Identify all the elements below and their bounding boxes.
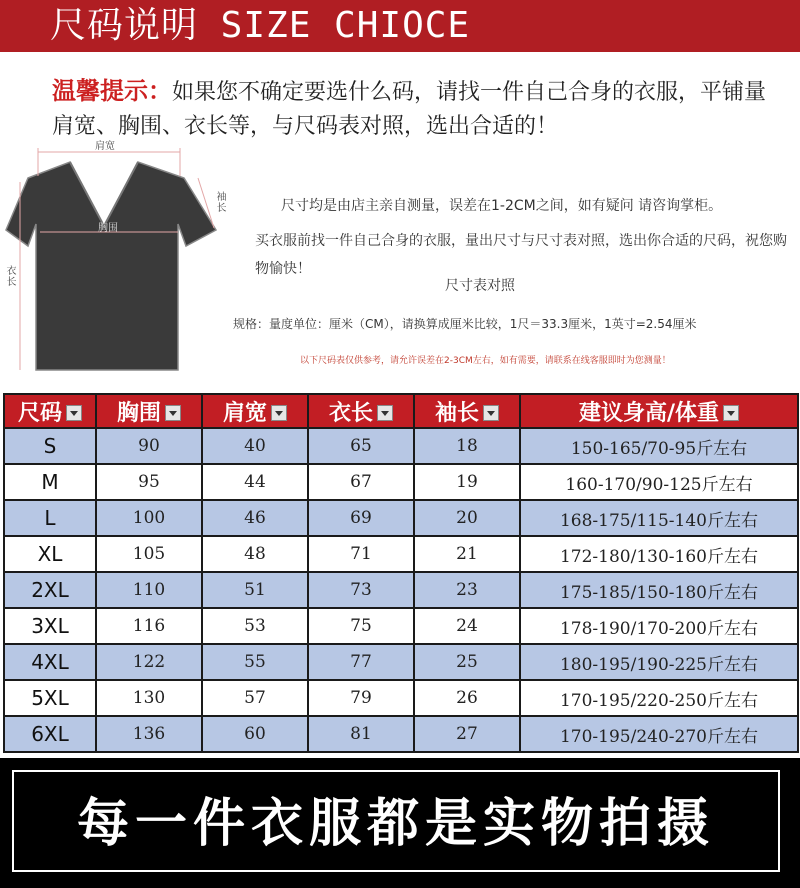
table-row <box>4 428 798 464</box>
chest-cell: 90 <box>96 428 202 464</box>
recommend-cell: 160-170/90-125斤左右 <box>520 464 798 500</box>
table-row <box>4 572 798 608</box>
chest-cell: 95 <box>96 464 202 500</box>
shoulder-cell: 48 <box>202 536 308 572</box>
table-row <box>4 464 798 500</box>
sleeve-cell: 20 <box>414 500 520 536</box>
length-cell: 75 <box>308 608 414 644</box>
shoulder-cell: 44 <box>202 464 308 500</box>
chest-cell: 136 <box>96 716 202 752</box>
dropdown-arrow-icon[interactable] <box>271 405 287 421</box>
note-line-1: 尺寸均是由店主亲自测量，误差在1-2CM之间，如有疑问 请咨询掌柜。 <box>281 198 723 214</box>
recommend-cell: 150-165/70-95斤左右 <box>520 428 798 464</box>
table-header-row <box>4 394 798 428</box>
chest-cell: 105 <box>96 536 202 572</box>
shoulder-label: 肩宽 <box>95 141 115 152</box>
chest-cell: 110 <box>96 572 202 608</box>
table-row <box>4 536 798 572</box>
top-banner <box>0 0 800 52</box>
recommend-cell: 170-195/220-250斤左右 <box>520 680 798 716</box>
size-cell: 2XL <box>4 572 96 608</box>
header-cell-chest[interactable]: 胸围 <box>96 394 202 428</box>
size-cell: L <box>4 500 96 536</box>
length-cell: 65 <box>308 428 414 464</box>
chest-cell: 130 <box>96 680 202 716</box>
size-cell: 5XL <box>4 680 96 716</box>
header-cell-shoulder[interactable]: 肩宽 <box>202 394 308 428</box>
size-cell: XL <box>4 536 96 572</box>
table-row <box>4 500 798 536</box>
dropdown-arrow-icon[interactable] <box>377 405 393 421</box>
recommend-cell: 170-195/240-270斤左右 <box>520 716 798 752</box>
length-cell: 77 <box>308 644 414 680</box>
chest-cell: 100 <box>96 500 202 536</box>
length-cell: 73 <box>308 572 414 608</box>
unit-note: 规格：量度单位：厘米（CM），请换算成厘米比较，1尺＝33.3厘米，1英寸=2.54厘米 <box>233 317 697 331</box>
recommend-cell: 172-180/130-160斤左右 <box>520 536 798 572</box>
sleeve-cell: 18 <box>414 428 520 464</box>
chest-cell: 116 <box>96 608 202 644</box>
chart-title: 尺寸表对照 <box>445 278 515 294</box>
table-row <box>4 608 798 644</box>
shoulder-cell: 53 <box>202 608 308 644</box>
disclaimer: 以下尺码表仅供参考，请允许误差在2-3CM左右，如有需要，请联系在线客服即时为您测量！ <box>300 356 671 366</box>
dropdown-arrow-icon[interactable] <box>165 405 181 421</box>
header-cell-recommend[interactable]: 建议身高/体重 <box>520 394 798 428</box>
recommend-cell: 175-185/150-180斤左右 <box>520 572 798 608</box>
tshirt-icon <box>0 138 240 383</box>
table-row <box>4 680 798 716</box>
note-line-2: 买衣服前找一件自己合身的衣服，量出尺寸与尺寸表对照，选出你合适的尺码，祝您购物愉快！ <box>255 233 787 277</box>
recommend-cell: 180-195/190-225斤左右 <box>520 644 798 680</box>
slogan-frame <box>12 770 780 872</box>
size-cell: 3XL <box>4 608 96 644</box>
tip-text: 如果您不确定要选什么码，请找一件自己合身的衣服，平铺量肩宽、胸围、衣长等，与尺码表对照，选出合适的！ <box>52 80 767 139</box>
size-table <box>3 393 799 753</box>
shoulder-cell: 55 <box>202 644 308 680</box>
dropdown-arrow-icon[interactable] <box>723 405 739 421</box>
sleeve-cell: 19 <box>414 464 520 500</box>
measurement-diagram <box>0 138 240 383</box>
shoulder-cell: 57 <box>202 680 308 716</box>
length-cell: 79 <box>308 680 414 716</box>
table-row <box>4 644 798 680</box>
sleeve-cell: 27 <box>414 716 520 752</box>
shoulder-cell: 60 <box>202 716 308 752</box>
length-cell: 81 <box>308 716 414 752</box>
recommend-cell: 178-190/170-200斤左右 <box>520 608 798 644</box>
length-label: 衣长 <box>6 266 17 288</box>
length-cell: 71 <box>308 536 414 572</box>
sleeve-label: 袖长 <box>216 192 227 214</box>
table-row <box>4 716 798 752</box>
slogan-text: 每一件衣服都是实物拍摄 <box>76 794 715 854</box>
header-cell-size[interactable]: 尺码 <box>4 394 96 428</box>
size-cell: M <box>4 464 96 500</box>
length-cell: 67 <box>308 464 414 500</box>
dropdown-arrow-icon[interactable] <box>483 405 499 421</box>
shoulder-cell: 51 <box>202 572 308 608</box>
sleeve-cell: 23 <box>414 572 520 608</box>
sleeve-cell: 25 <box>414 644 520 680</box>
page-title: 尺码说明 SIZE CHIOCE <box>50 5 471 46</box>
sleeve-cell: 24 <box>414 608 520 644</box>
tip-block <box>52 74 772 144</box>
shoulder-cell: 46 <box>202 500 308 536</box>
header-cell-length[interactable]: 衣长 <box>308 394 414 428</box>
chest-label: 胸围 <box>98 223 118 234</box>
header-cell-sleeve[interactable]: 袖长 <box>414 394 520 428</box>
sleeve-cell: 26 <box>414 680 520 716</box>
sleeve-cell: 21 <box>414 536 520 572</box>
size-cell: 6XL <box>4 716 96 752</box>
recommend-cell: 168-175/115-140斤左右 <box>520 500 798 536</box>
chest-cell: 122 <box>96 644 202 680</box>
dropdown-arrow-icon[interactable] <box>66 405 82 421</box>
size-cell: 4XL <box>4 644 96 680</box>
tip-heading: 温馨提示： <box>52 77 172 105</box>
bottom-banner <box>0 758 800 888</box>
shoulder-cell: 40 <box>202 428 308 464</box>
length-cell: 69 <box>308 500 414 536</box>
size-cell: S <box>4 428 96 464</box>
